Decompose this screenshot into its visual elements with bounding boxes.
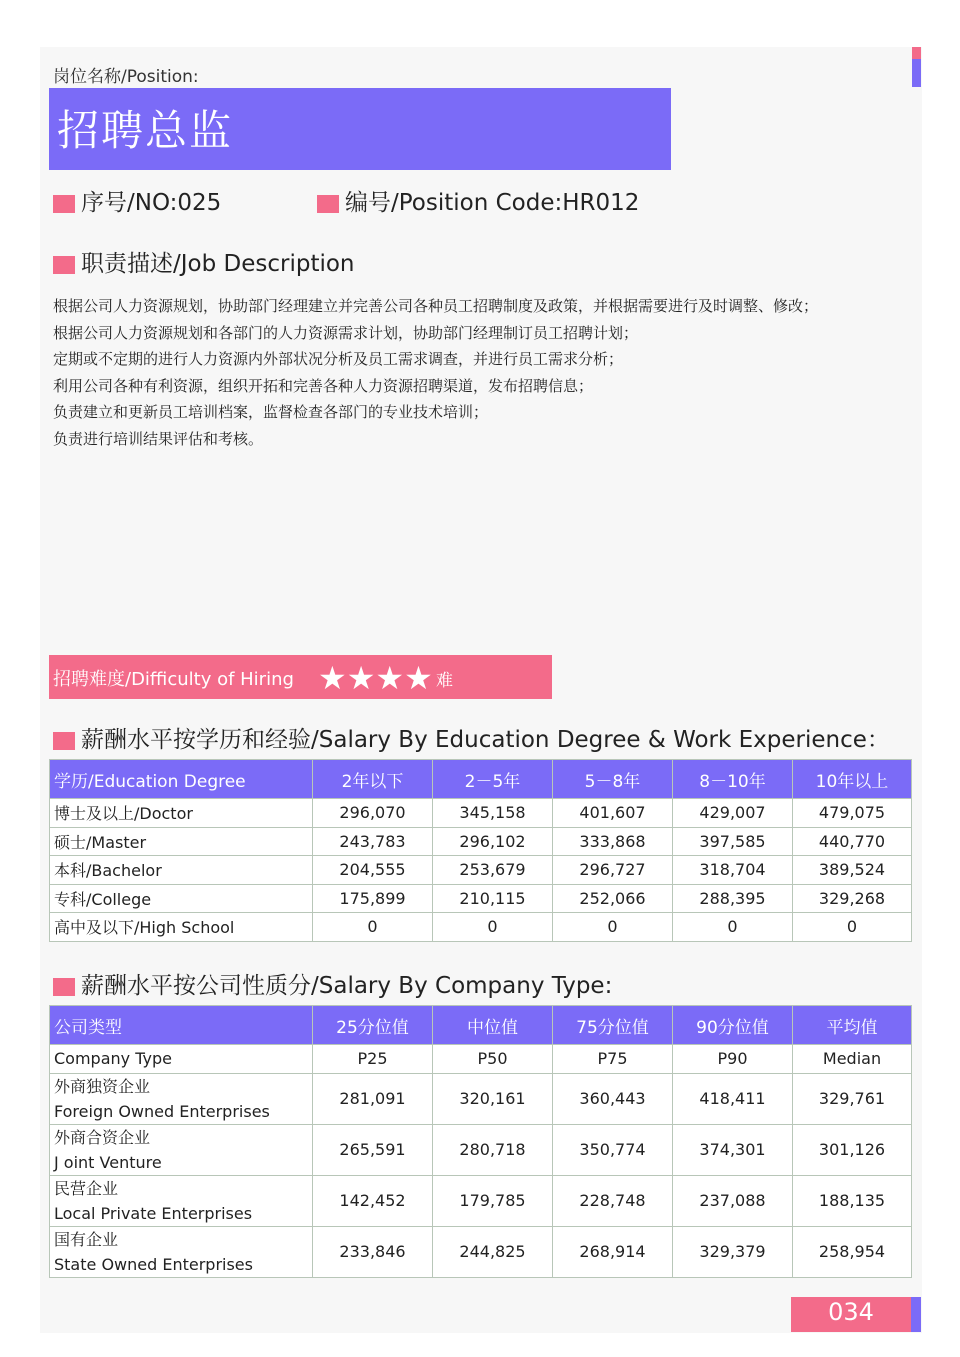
company-type-cell <box>50 1175 313 1226</box>
table-cell: 418,411 <box>673 1073 793 1124</box>
position-code <box>317 184 639 217</box>
table-cell: 252,066 <box>553 884 673 913</box>
table-cell: 329,268 <box>793 884 912 913</box>
company-type-cn: 民营企业 <box>54 1178 119 1198</box>
job-description-line: 利用公司各种有利资源，组织开拓和完善各种人力资源招聘渠道，发布招聘信息； <box>53 376 594 395</box>
table-cell: 333,868 <box>553 827 673 856</box>
job-description-line: 根据公司人力资源规划，协助部门经理建立并完善公司各种员工招聘制度及政策，并根据需要进行及时调整、修改； <box>53 297 819 315</box>
job-description-line: 根据公司人力资源规划和各部门的人力资源需求计划，协助部门经理制订员工招聘计划； <box>53 323 639 342</box>
table-cell: 440,770 <box>793 827 912 856</box>
table-cell: 280,718 <box>433 1124 553 1175</box>
table-row <box>50 856 912 885</box>
table-cell: 429,007 <box>673 799 793 828</box>
company-type-cn: 外商合资企业 <box>54 1127 151 1147</box>
column-header: 公司类型 <box>50 1006 313 1045</box>
column-header: 平均值 <box>793 1006 912 1045</box>
table-cell: 296,102 <box>433 827 553 856</box>
section-marker-icon <box>317 195 339 213</box>
column-header: 25分位值 <box>313 1006 433 1045</box>
table-cell: 253,679 <box>433 856 553 885</box>
difficulty-stars-icon: ★★★★ <box>318 659 433 697</box>
page-number: 034 <box>828 1298 874 1326</box>
company-type-cell <box>50 1124 313 1175</box>
table-cell: 0 <box>793 913 912 942</box>
table-cell: 479,075 <box>793 799 912 828</box>
company-type-en: Local Private Enterprises <box>54 1203 253 1223</box>
table-row <box>50 799 912 828</box>
table-cell: 281,091 <box>313 1073 433 1124</box>
table-cell: Company Type <box>50 1045 313 1074</box>
table-cell: 350,774 <box>553 1124 673 1175</box>
table-cell: 244,825 <box>433 1226 553 1277</box>
page-number-accent <box>911 1297 921 1332</box>
table-cell: 专科/College <box>50 884 313 913</box>
table-cell: 179,785 <box>433 1175 553 1226</box>
table-cell: 329,761 <box>793 1073 912 1124</box>
column-header: 2－5年 <box>433 760 553 799</box>
table-cell: P75 <box>553 1045 673 1074</box>
table-cell: P50 <box>433 1045 553 1074</box>
job-description-line: 负责进行培训结果评估和考核。 <box>53 429 264 448</box>
table-cell: 243,783 <box>313 827 433 856</box>
table-cell: 320,161 <box>433 1073 553 1124</box>
company-type-en: State Owned Enterprises <box>54 1254 253 1274</box>
job-description-line: 定期或不定期的进行人力资源内外部状况分析及员工需求调查，并进行员工需求分析； <box>53 350 624 368</box>
salary-education-heading <box>53 721 890 754</box>
table-cell: P25 <box>313 1045 433 1074</box>
company-type-cell <box>50 1226 313 1277</box>
salary-education-table <box>49 759 912 942</box>
table-cell: 296,070 <box>313 799 433 828</box>
table-row <box>50 884 912 913</box>
table-cell: 博士及以上/Doctor <box>50 799 313 828</box>
table-cell: 401,607 <box>553 799 673 828</box>
column-header: 2年以下 <box>313 760 433 799</box>
table-cell: 142,452 <box>313 1175 433 1226</box>
table-cell: 268,914 <box>553 1226 673 1277</box>
table-cell: 318,704 <box>673 856 793 885</box>
table-cell: 210,115 <box>433 884 553 913</box>
column-header: 学历/Education Degree <box>50 760 313 799</box>
table-cell: 237,088 <box>673 1175 793 1226</box>
column-header: 75分位值 <box>553 1006 673 1045</box>
table-cell: 175,899 <box>313 884 433 913</box>
company-type-en: Foreign Owned Enterprises <box>54 1101 270 1121</box>
table-cell: 360,443 <box>553 1073 673 1124</box>
salary-company-heading-text: 薪酬水平按公司性质分/Salary By Company Type: <box>81 973 613 999</box>
table-cell: 0 <box>553 913 673 942</box>
table-cell: 288,395 <box>673 884 793 913</box>
job-description-heading-text: 职责描述/Job Description <box>81 251 355 277</box>
company-type-en: J oint Venture <box>54 1152 162 1172</box>
table-cell: 204,555 <box>313 856 433 885</box>
table-cell: 296,727 <box>553 856 673 885</box>
table-cell: 高中及以下/High School <box>50 913 313 942</box>
column-header: 5－8年 <box>553 760 673 799</box>
table-cell: 本科/Bachelor <box>50 856 313 885</box>
table-header-row <box>50 1006 912 1045</box>
table-row <box>50 913 912 942</box>
column-header: 中位值 <box>433 1006 553 1045</box>
section-marker-icon <box>53 732 75 750</box>
corner-accent-pink <box>912 47 921 59</box>
table-cell: 258,954 <box>793 1226 912 1277</box>
table-cell: Median <box>793 1045 912 1074</box>
table-cell: 397,585 <box>673 827 793 856</box>
serial-number-text: 序号/NO:025 <box>81 190 222 216</box>
serial-number <box>53 184 221 217</box>
section-marker-icon <box>53 256 75 274</box>
table-cell: 389,524 <box>793 856 912 885</box>
table-cell: 374,301 <box>673 1124 793 1175</box>
company-type-cn: 国有企业 <box>54 1229 119 1249</box>
table-row <box>50 1124 912 1175</box>
table-cell: 188,135 <box>793 1175 912 1226</box>
table-subheader-row <box>50 1045 912 1074</box>
table-row <box>50 1073 912 1124</box>
difficulty-word: 难 <box>436 671 453 691</box>
table-cell: 硕士/Master <box>50 827 313 856</box>
job-description-body <box>53 293 818 452</box>
section-marker-icon <box>53 195 75 213</box>
table-row <box>50 1175 912 1226</box>
table-cell: 228,748 <box>553 1175 673 1226</box>
salary-company-table <box>49 1005 912 1278</box>
column-header: 90分位值 <box>673 1006 793 1045</box>
page-title: 招聘总监 <box>57 106 234 155</box>
salary-company-heading <box>53 967 612 1000</box>
table-cell: 233,846 <box>313 1226 433 1277</box>
corner-accent-purple <box>912 59 921 87</box>
company-type-cell <box>50 1073 313 1124</box>
salary-education-heading-text: 薪酬水平按学历和经验/Salary By Education Degree & Work Experience： <box>81 727 890 753</box>
table-header-row <box>50 760 912 799</box>
table-row <box>50 1226 912 1277</box>
column-header: 10年以上 <box>793 760 912 799</box>
column-header: 8－10年 <box>673 760 793 799</box>
table-row <box>50 827 912 856</box>
table-cell: 301,126 <box>793 1124 912 1175</box>
position-code-text: 编号/Position Code:HR012 <box>345 190 640 216</box>
table-cell: 0 <box>433 913 553 942</box>
table-cell: 0 <box>673 913 793 942</box>
section-marker-icon <box>53 978 75 996</box>
job-description-line: 负责建立和更新员工培训档案，监督检查各部门的专业技术培训； <box>53 403 489 421</box>
table-cell: 0 <box>313 913 433 942</box>
table-cell: 265,591 <box>313 1124 433 1175</box>
company-type-cn: 外商独资企业 <box>54 1076 151 1096</box>
position-label: 岗位名称/Position: <box>53 67 199 87</box>
table-cell: 329,379 <box>673 1226 793 1277</box>
job-description-heading <box>53 245 355 278</box>
difficulty-label: 招聘难度/Difficulty of Hiring <box>53 669 294 690</box>
table-cell: P90 <box>673 1045 793 1074</box>
table-cell: 345,158 <box>433 799 553 828</box>
